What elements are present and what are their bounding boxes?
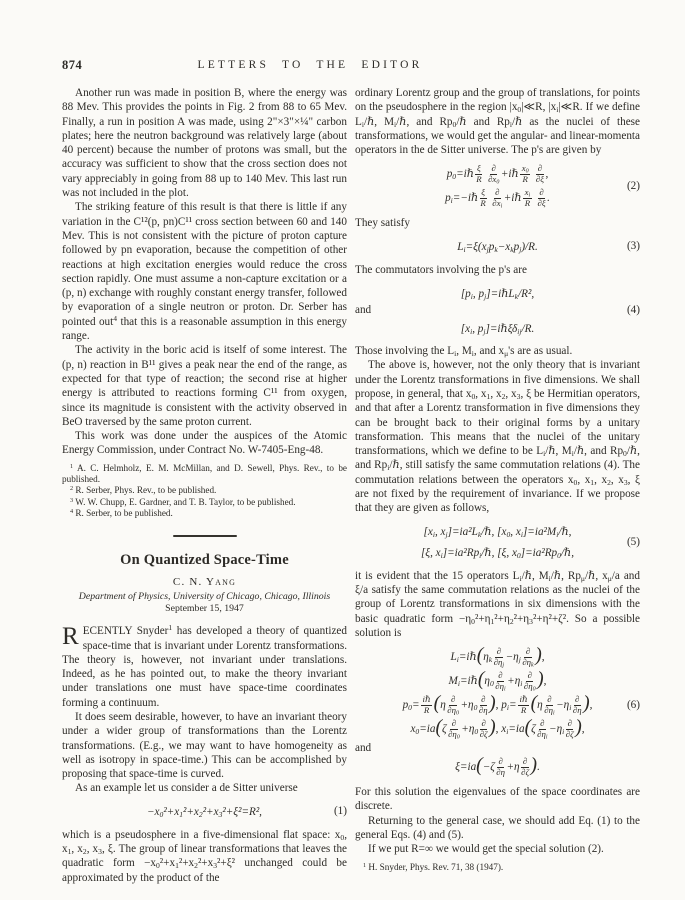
subscript: 3 [516,392,521,402]
subscript: i [509,119,512,129]
subscript: 0 [506,530,511,540]
fraction-numerator: ∂ [496,645,502,656]
big-paren: ( [476,644,484,666]
subscript: 1 [490,616,495,626]
fraction [566,719,574,740]
superscript: 3 [70,496,74,504]
equation-group [355,162,640,210]
subscript: 0 [532,686,536,693]
subscript: 2 [194,861,198,871]
fraction [447,695,459,716]
equation-row [355,282,640,303]
fraction [480,719,488,740]
big-paren: ( [435,716,443,738]
subscript: i [552,710,555,717]
equation-number: (6) [626,699,640,712]
article-date: September 15, 1947 [165,603,244,615]
subscript: 0 [452,119,457,129]
subscript: 0 [456,734,460,741]
paragraph: which is a pseudosphere in a five-dimensional flat space: $x_0$, $x_1$, $x_2$, $x_3$, ξ. The group of linear transformations that leaves the quadratic form $-x_0^2+x_1^2+x_2^2+x_3^2+\xi^2$ unchanged could be approximated by the product of the [62,828,348,884]
subscript: 0 [473,702,478,712]
fraction-denominator: R [520,705,527,716]
equation: $p_i=-i\hbar$ $\frac{\xi}{R}$ $\frac{\partial}{\partial x_i}$ +iℏ $\frac{x_i}{R}$ $\frac{\partial}{\partial\xi}$ . [445,186,550,211]
fraction [536,164,544,185]
subscript: 0 [517,105,522,115]
fraction [573,695,582,716]
subscript: i [548,573,551,583]
footnotes [355,862,640,873]
subscript: i [528,192,531,199]
subscript: i [569,702,572,712]
subscript: i [440,551,443,561]
subscript: 0 [340,832,345,842]
equation-row [355,755,640,779]
equation: $L_i=i\hbar(\eta_k$ $\frac{\partial}{\partial\eta_j}$ $-\eta_j$ $\frac{\partial}{\partial\eta_k}$ ), [450,644,545,669]
equation-row [62,801,347,822]
fraction [496,757,505,778]
big-paren: ) [583,692,590,714]
big-paren: ( [524,716,532,738]
subscript: 0 [408,702,412,712]
equation-number: (1) [333,805,347,818]
footnote: $^1$ A. C. Helmholz, E. M. McMillan, and D. Sewell, Phys. Rev., to be published. [62,462,347,485]
fraction [492,188,502,209]
equation-connector: and [355,742,372,755]
subscript: μ [504,349,509,359]
equation-number: (2) [626,180,640,193]
fraction [524,671,536,692]
subscript: i [506,726,509,736]
footnote: $^3$ W. W. Chupp, E. Gardner, and T. B. Taylor, to be published. [70,496,296,507]
subscript: k [510,245,514,255]
fraction-numerator: ∂ [547,693,552,704]
fraction-numerator: ∂ [495,186,500,197]
article-author: C. N. Yang [172,576,237,589]
subscript: 0 [155,861,160,871]
fraction-denominator: R [522,174,528,185]
paragraph: As an example let us consider a de Sitter universe [75,782,298,795]
subscript: i [456,654,459,664]
fraction-numerator: ∂ [450,693,456,704]
fraction-numerator: ξ [481,186,485,197]
subscript: i [471,349,474,359]
fraction [480,188,487,209]
subscript: 0 [623,449,627,459]
opening-paragraph: RECENTLY Snyder$^1$ has developed a theory of quantized space-time that is invariant under Lorentz transformations. The theory is, however, not invariant under translations. Indeed, as he has pointed out, to make the theory invariant under translations one must have space-time coordinates forming a continuum. [62,623,347,709]
paragraph: If we put R=∞ we would get the special solution (2). [368,843,604,856]
subscript: i [504,686,506,693]
subscript: 0 [159,810,164,820]
fraction-denominator: ∂η [478,705,488,716]
divider-line [173,535,237,537]
subscript: 0 [455,710,459,717]
footnote: $^1$ H. Snyder, Phys. Rev. 71, 38 (1947). [363,861,504,872]
subscript: i [506,702,509,712]
subscript: 1 [67,847,72,857]
subscript: 1 [179,810,184,820]
subscript: i [394,119,397,129]
subscript: 0 [471,616,475,626]
subscript: 2 [198,810,203,820]
subscript: i [543,449,546,459]
fraction-denominator: $\partial x_i$ [492,198,503,211]
fraction-denominator: R [476,174,482,185]
subscript: j [484,291,487,301]
article-affiliation: Department of Physics, University of Chicago, Chicago, Illinois [78,591,331,603]
subscript: 3 [623,477,628,487]
fraction-numerator: ∂ [451,717,457,728]
superscript: 1 [70,462,74,470]
subscript: i [479,551,482,561]
subscript: i [457,678,460,688]
subscript: 0 [452,172,457,182]
subscript: 0 [489,678,494,688]
subscript: i [520,530,523,540]
fraction [495,671,505,692]
equation: [$x_i$, $p_j]=i\hbar\xi\delta_{ij}/R$. [460,322,535,336]
subscript: i [454,349,457,359]
subscript: 0 [474,726,479,736]
fraction [475,164,482,185]
subscript: i [556,530,559,540]
subscript: i [470,326,473,336]
big-paren: ) [535,644,542,666]
equation-row [355,317,640,338]
equation-row [355,645,640,669]
fraction-numerator: ∂ [491,162,496,173]
equation-group [355,521,640,563]
fraction [537,719,547,740]
subscript: 3 [98,847,102,857]
equation: $p_0=i\hbar$ $\frac{\xi}{R}$ $\frac{\partial}{\partial x_0}$ +iℏ $\frac{x_0}{R}$ $\frac{\partial}{\partial\xi}$ , [446,162,549,187]
drop-cap: R [62,623,79,651]
fraction-numerator: ∂ [525,645,531,656]
superscript: 1 [363,861,367,869]
subscript: 0 [496,180,500,187]
equation: $-x_0^2+x_1^2+x_2^2+x_3^2+\xi^2=R^2$, [147,806,262,820]
paragraph: The striking feature of this result is that there is little if any variation in the C¹²(p, pn)C¹¹ cross section between 60 and 140 Mev. This is not consistent with the picture of proton capture followed by pn evaporation, because the competition of other reactions at high excitation energies would reduce the cross section rapidly. One must assume a non-capture excitation or a (p, n) exchange with roughly constant energy transfer, followed by evaporation of a single neutron or proton. Dr. Serber has pointed out$^4$ that this is a reasonable assumption in this energy range. [62,201,347,343]
subscript: k [494,245,498,255]
fraction-numerator: iℏ [519,693,528,704]
fraction-numerator: iℏ [422,693,431,704]
equation-row [355,717,640,741]
subscript: j [486,245,489,255]
fraction-denominator: ∂ζ [565,729,574,740]
fraction-numerator: ∂ [537,162,543,173]
fraction-numerator: ξ [476,162,481,173]
equation: $p_0=$ $\frac{\text{iℏ}}{R}$ (η $\frac{\partial}{\partial\eta_0}$ $+\eta_0$ $\frac{\partial}{\partial\eta}$ ), $p_i=$ $\frac{\text{iℏ}}{R}$ (η $\frac{\partial}{\partial\eta_i}$ $-\eta_i$ $\frac{\partial}{\partial\eta}$ ), [402,692,593,717]
subscript: 3 [529,616,533,626]
subscript: 1 [175,861,179,871]
fraction-numerator: $x_0$ [521,162,529,175]
left-column [62,86,347,885]
subscript: ij [517,326,522,336]
paragraph: Another run was made in position B, where the energy was 88 Mev. This provides the points in Fig. 2 from 88 to 65 Mev. Finally, a run in position A was made, using 2"×3"×¼" carbon plates; here the neutron background was relatively large (about 40 percent) because the number of protons was small, but the accuracy was sufficient to show that the cross section does not vary appreciably in going from 88 up to 140 Mev. This last run was not included in the plot. [62,87,347,200]
paragraph: ordinary Lorentz group and the group of translations, for points on the pseudosphere in the region $|x_0|≪R$, $|x_i|≪R$. If we define $L_i/\hbar$, $M_i/\hbar$, and $Rp_0/\hbar$ and $Rp_i/\hbar$ as the nuclei of these transformations, we would get the angular- and linear-momenta operators in the de Sitter universe. The p's are given by [355,87,640,157]
paragraph: They satisfy [355,217,410,230]
fraction-denominator: $\partial\eta_k$ [522,657,534,669]
subscript: i [432,530,435,540]
equation-row [355,186,640,210]
equation-row [355,669,640,693]
paragraph: This work was done under the auspices of the Atomic Energy Commission, under Contract No. W-7405-Eng-48. [62,430,347,457]
superscript: 4 [113,313,118,323]
equation: [$p_i$, $p_j]=i\hbar L_k/R^2$, [460,287,535,301]
paragraph: For this solution the eigenvalues of the space coordinates are discrete. [355,786,640,813]
big-paren: ( [476,754,483,776]
fraction [522,647,533,668]
fraction [537,188,545,209]
fraction-numerator: ∂ [539,186,544,197]
equation: [ξ, $x_i]=ia^2Rp_i/\hbar$, [ξ, $x_0]=ia^2Rp_0/\hbar$, [420,547,575,561]
equation-row [355,693,640,717]
article-title: On Quantized Space-Time [120,552,289,569]
subscript: k [531,662,534,669]
subscript: i [545,734,548,741]
big-paren: ) [575,716,582,738]
right-column [355,86,640,885]
fraction [479,695,488,716]
page-header [62,58,638,78]
big-paren: ) [489,716,496,738]
equation: $L_i=\xi(x_jp_k-x_kp_j)/R$. [457,241,538,255]
fraction-denominator: R [423,705,430,716]
fraction [521,757,529,778]
fraction-numerator: ∂ [481,717,486,728]
fraction-denominator: ∂η [572,705,582,716]
subscript: j [518,654,521,664]
subscript: i [556,105,559,115]
running-head: LETTERS TO THE EDITOR [197,59,423,71]
subscript: j [445,530,448,540]
fraction-denominator: $\partial\eta_i$ [537,729,548,741]
fraction [448,719,460,740]
equation-group [355,645,640,779]
subscript: k [514,291,519,301]
paragraph: It does seem desirable, however, to have an invariant theory under a wider group of transformations than the Lorentz transformations. (E.g., we may want to have homogeneity as well as isotropy in space-time.) This can be accomplished by proposing that space-time is curved. [62,710,347,781]
subscript: 2 [509,616,514,626]
subscript: i [519,573,522,583]
subscript: 0 [516,551,521,561]
paragraph: The above is, however, not the only theory that is invariant under the Lorentz transformations in five dimensions. We shall propose, in general, that $x_0$, $x_1$, $x_2$, $x_3$, ξ be Hermitian operators, and that after a Lorentz transformation in five dimensions they can be brought back to their original forms by a unitary transformation. This means that the nuclei of the unitary transformations, which we define to be $L_i/\hbar$, $M_i/\hbar$, and $Rp_0/\hbar$, and $Rp_i/\hbar$, still satisfy the same commutation relations (4). The commutation relations between the operators $x_0$, $x_1$, $x_2$, $x_3$, ξ are not fixed by the requirement of invariance. If we propose that they are given as follows, [355,359,640,515]
equation-group [355,282,640,338]
big-paren: ) [530,754,538,776]
equation: $x_0=ia(\zeta$ $\frac{\partial}{\partial\eta_0}$ $+\eta_0$ $\frac{\partial}{\partial\zeta}$ ), $x_i=ia(\zeta$ $\frac{\partial}{\partial\eta_i}$ $-\eta_i$ $\frac{\partial}{\partial\zeta}$ ), [410,716,585,741]
fraction [544,695,554,716]
equation: [$x_i$, $x_j]=ia^2L_k/\hbar$, [$x_0$, $x_i]=ia^2M_i/\hbar$, [423,526,572,540]
big-paren: ( [433,692,441,714]
fraction-numerator: ∂ [575,693,580,704]
fraction-numerator: ∂ [481,693,486,704]
paragraph: Returning to the general case, we should add Eq. (1) to the general Eqs. (4) and (5). [355,814,640,842]
fraction [520,164,530,185]
equation-number: (4) [626,304,640,317]
fraction-denominator: $\partial\eta_0$ [447,705,459,717]
subscript: 1 [590,477,595,487]
fraction-denominator: $\partial\eta_j$ [493,657,505,669]
fraction-denominator: $\partial\eta_i$ [495,681,506,693]
subscript: i [562,726,565,736]
equation: ξ=ia(−ζ $\frac{\partial}{\partial\eta}$ +η $\frac{\partial}{\partial\zeta}$ ). [455,754,540,778]
fraction-numerator: $x_i$ [524,186,531,199]
fraction-denominator: ∂η [496,767,505,778]
superscript: 4 [70,507,74,515]
page-number: 874 [62,58,83,72]
footnote: $^2$ R. Serber, Phys. Rev., to be published. [70,485,217,496]
fraction-denominator: $\partial\eta_0$ [448,729,460,741]
subscript: i [450,196,453,206]
superscript: 1 [168,623,173,633]
subscript: 0 [471,392,476,402]
big-paren: ) [537,668,544,690]
fraction-denominator: $\partial x_0$ [488,174,500,187]
subscript: i [361,119,364,129]
paragraph: Those involving the $L_i$, $M_i$, and $x_\mu's$ are as usual. [355,345,573,359]
subscript: 2 [501,392,506,402]
fraction [518,695,529,716]
subscript: μ [607,573,612,583]
big-paren: ( [477,668,485,690]
equation-group [355,236,640,257]
fraction-numerator: ∂ [540,717,545,728]
paragraph: it is evident that the 15 operators $L_i/\hbar$, $M_i/\hbar$, $Rp_\mu/\hbar$, $x_\mu/a$ and ξ/a satisfy the same commutation relations as the nuclei of the group of Lorentz transformations in six dimensions with the basic quadratic form $-\eta_0^2+\eta_1^2+\eta_2^2+\eta_3^2+\eta^2+\zeta^2$. So a possible solution is [355,569,640,639]
subscript: 0 [525,168,529,175]
fraction-numerator: ∂ [498,669,503,680]
fraction [494,647,504,668]
subscript: 0 [557,551,561,561]
subscript: 2 [607,477,611,487]
fraction [488,164,499,185]
subscript: i [571,449,574,459]
equation-row [355,542,640,563]
subscript: k [477,530,482,540]
equation-number: (5) [626,535,640,548]
text-columns [62,86,640,885]
fraction-denominator: ∂ζ [521,767,530,778]
subscript: i [463,245,466,255]
subscript: i [387,463,390,473]
superscript: 2 [70,485,74,493]
big-paren: ) [489,692,496,714]
equation-connector: and [355,304,372,317]
equation: $M_i=i\hbar(\eta_0$ $\frac{\partial}{\partial\eta_i}$ $+\eta_i$ $\frac{\partial}{\partial\eta_0}$ ), [448,668,547,693]
section-divider [62,533,347,537]
fraction-numerator: ∂ [498,755,503,766]
subscript: j [502,662,505,669]
subscript: 0 [573,477,578,487]
fraction-denominator: R [524,198,531,209]
footnote: $^4$ R. Serber, to be published. [70,507,173,518]
footnotes [62,463,347,519]
subscript: i [500,204,503,211]
fraction-numerator: ∂ [567,717,572,728]
equation-number: (3) [626,240,640,253]
fraction-denominator: ∂ξ [535,174,544,185]
subscript: i [470,291,473,301]
fraction-denominator: R [480,198,486,209]
equation-row [355,521,640,542]
fraction-denominator: $\partial\eta_i$ [544,705,555,717]
paragraph: The commutators involving the p's are [355,263,527,276]
subscript: j [519,245,522,255]
equation-group [62,801,347,822]
subscript: 1 [486,392,491,402]
equation-row [355,236,640,257]
fraction-denominator: $\partial\eta_0$ [523,681,536,693]
subscript: 3 [218,810,223,820]
subscript: 0 [415,726,420,736]
subscript: 2 [82,847,87,857]
subscript: j [483,326,486,336]
subscript: μ [580,573,586,583]
fraction-numerator: ∂ [522,755,528,766]
fraction-numerator: ∂ [527,669,532,680]
fraction-denominator: ∂ζ [479,729,488,740]
subscript: 3 [213,861,218,871]
subscript: k [488,654,493,664]
fraction [523,188,532,209]
fraction [421,695,432,716]
paragraph: The activity in the boric acid is itself of some interest. The (p, n) reaction in B¹¹ gives a peak near the end of the range, as expected for that type of reaction; the second rise at higher energy is attributed to reactions forming C¹¹ from oxygen, since its magnitude is consistent with the activity observed in BeO traversed by the same proton current. [62,344,347,428]
equation-row [355,162,640,186]
fraction-denominator: ∂ξ [537,198,546,209]
big-paren: ( [530,692,538,714]
subscript: i [520,678,523,688]
